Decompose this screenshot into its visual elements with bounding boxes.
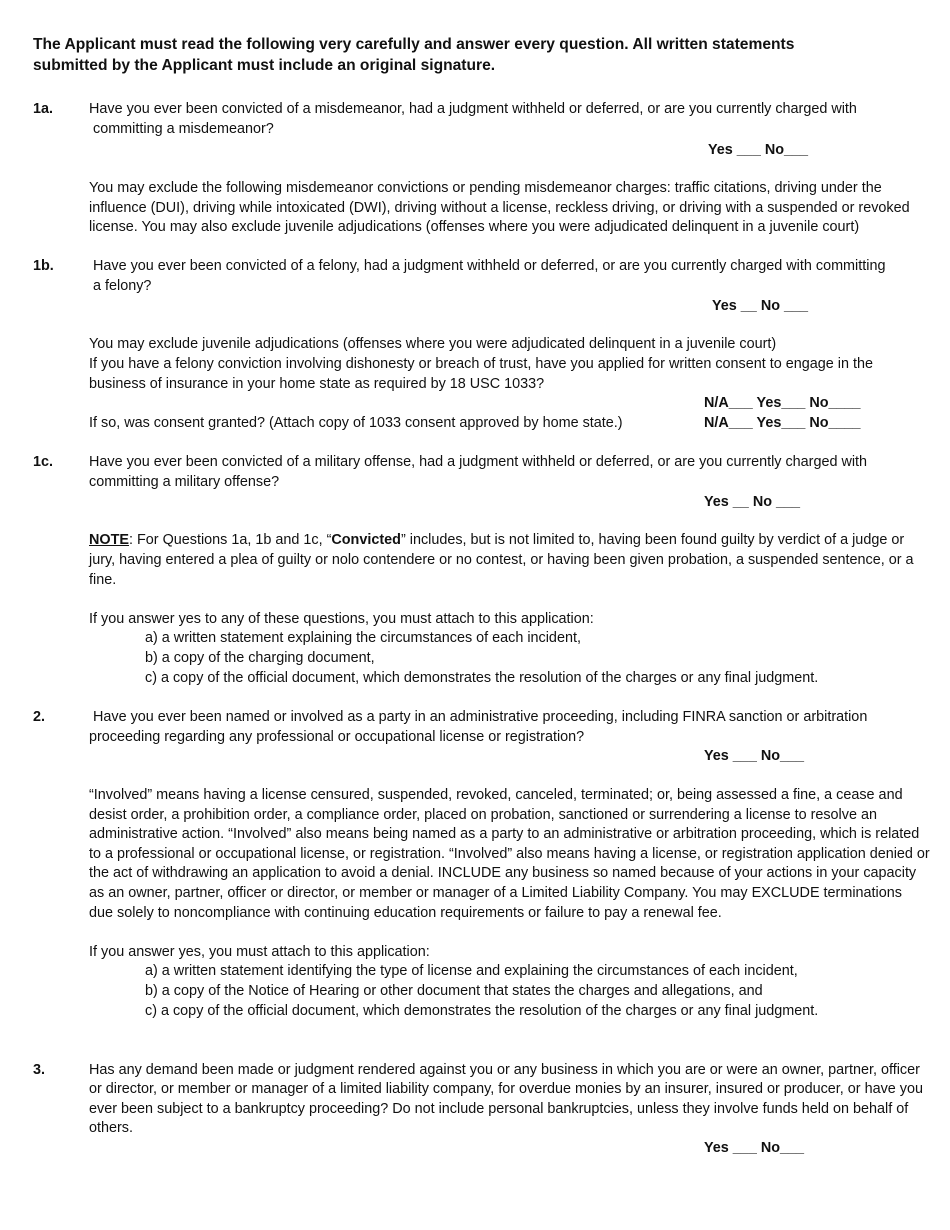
question-3-line-4: others. bbox=[89, 1120, 133, 1136]
question-3-answer[interactable]: Yes ___ No___ bbox=[704, 1140, 805, 1156]
question-1c-answer[interactable]: Yes __ No ___ bbox=[704, 494, 801, 510]
question-1a-number: 1a. bbox=[33, 101, 54, 117]
note-line-1-part-c: ” includes, but is not limited to, having been found guilty by verdict of a judge or bbox=[400, 532, 905, 548]
question-1b-number: 1b. bbox=[33, 258, 54, 274]
question-1a-line-1: Have you ever been convicted of a misdemeanor, had a judgment withheld or deferred, or are you currently charged with bbox=[89, 101, 857, 117]
question-1b-answer[interactable]: Yes __ No ___ bbox=[712, 298, 809, 314]
question-2-para-3: administrative action. “Involved” also means being named as a party to an administrative or arbitration proceeding, which is related bbox=[89, 826, 920, 842]
question-1a-line-2: committing a misdemeanor? bbox=[93, 121, 274, 137]
question-2-para-1: “Involved” means having a license censured, suspended, revoked, canceled, terminated; or, being assessed a fine, a cease and bbox=[89, 787, 903, 803]
question-2-number: 2. bbox=[33, 709, 46, 725]
note-convicted-term: Convicted bbox=[331, 532, 401, 548]
question-1b-note-2: If you have a felony conviction involving dishonesty or breach of trust, have you applied for written consent to engage in the bbox=[89, 356, 873, 372]
question-1a-note-1: You may exclude the following misdemeanor convictions or pending misdemeanor charges: traffic citations, driving under the bbox=[89, 180, 882, 196]
question-1b-line-1: Have you ever been convicted of a felony, had a judgment withheld or deferred, or are you currently charged with committing bbox=[93, 258, 886, 274]
question-2-para-5: the act of withdrawing an application to avoid a denial. INCLUDE any business so named because of your actions in your capacity bbox=[89, 865, 917, 881]
question-2-para-6: as an owner, partner, officer or director, or member or manager of a Limited Liability Company. You may EXCLUDE terminations bbox=[89, 885, 902, 901]
note-line-2: jury, having entered a plea of guilty or nolo contendere or no contest, or having been given probation, a suspended sentence, or a bbox=[89, 552, 914, 568]
question-1b-note-1: You may exclude juvenile adjudications (offenses where you were adjudicated delinquent in a juvenile court) bbox=[89, 336, 777, 352]
attachment-intro-2: If you answer yes, you must attach to this application: bbox=[89, 944, 430, 960]
attachment-2-item-c: c) a copy of the official document, which demonstrates the resolution of the charges or any final judgment. bbox=[145, 1003, 819, 1019]
page-title bbox=[33, 34, 913, 76]
attachment-1-item-c: c) a copy of the official document, which demonstrates the resolution of the charges or any final judgment. bbox=[145, 670, 819, 686]
question-1b-line-2: a felony? bbox=[93, 278, 152, 294]
question-1b-consent-granted: If so, was consent granted? (Attach copy of 1033 consent approved by home state.) bbox=[89, 415, 623, 431]
question-2-answer[interactable]: Yes ___ No___ bbox=[704, 748, 805, 764]
question-1c-line-2: committing a military offense? bbox=[89, 474, 280, 490]
question-1b-consent-granted-answer[interactable]: N/A___ Yes___ No____ bbox=[704, 415, 861, 431]
attachment-1-item-a: a) a written statement explaining the circumstances of each incident, bbox=[145, 630, 581, 646]
question-2-para-7: due solely to noncompliance with continuing education requirements or failure to pay a renewal fee. bbox=[89, 905, 722, 921]
question-1a-note-2: influence (DUI), driving while intoxicated (DWI), driving without a license, reckless driving, or driving with a suspended or revoked bbox=[89, 200, 910, 216]
question-1c-number: 1c. bbox=[33, 454, 54, 470]
question-3-number: 3. bbox=[33, 1062, 46, 1078]
title-line-1: The Applicant must read the following very carefully and answer every question. All written statements bbox=[33, 36, 795, 53]
attachment-intro-1: If you answer yes to any of these questions, you must attach to this application: bbox=[89, 611, 594, 627]
note-label: NOTE bbox=[89, 532, 129, 548]
question-1b-note-3: business of insurance in your home state as required by 18 USC 1033? bbox=[89, 376, 545, 392]
question-1b-consent-applied-answer[interactable]: N/A___ Yes___ No____ bbox=[704, 395, 861, 411]
question-2-para-4: to a professional or occupational license, or registration. “Involved” also means having a license, or registration application denied or bbox=[89, 846, 930, 862]
question-3-line-1: Has any demand been made or judgment rendered against you or any business in which you are or were an owner, partner, officer bbox=[89, 1062, 920, 1078]
attachment-2-item-b: b) a copy of the Notice of Hearing or other document that states the charges and allegations, and bbox=[145, 983, 763, 999]
note-line-1-part-a: : For Questions 1a, 1b and 1c, “ bbox=[128, 532, 332, 548]
attachment-1-item-b: b) a copy of the charging document, bbox=[145, 650, 375, 666]
question-1a-note-3: license. You may also exclude juvenile adjudications (offenses where you were adjudicated delinquent in a juvenile court) bbox=[89, 219, 860, 235]
note-line-3: fine. bbox=[89, 572, 117, 588]
question-2-line-1: Have you ever been named or involved as a party in an administrative proceeding, including FINRA sanction or arbitration bbox=[93, 709, 868, 725]
title-line-2: submitted by the Applicant must include an original signature. bbox=[33, 57, 496, 74]
question-1c-line-1: Have you ever been convicted of a military offense, had a judgment withheld or deferred, or are you currently charged with bbox=[89, 454, 868, 470]
question-2-para-2: desist order, a prohibition order, a compliance order, placed on probation, sanctioned or surrendering a license to resolve an bbox=[89, 807, 877, 823]
question-3-line-2: or director, or member or manager of a limited liability company, for overdue monies by an insurer, insured or producer, or have you bbox=[89, 1081, 923, 1097]
question-3-line-3: ever been subject to a bankruptcy proceeding? Do not include personal bankruptcies, unless they involve funds held on behalf of bbox=[89, 1101, 909, 1117]
question-1a-answer[interactable]: Yes ___ No___ bbox=[708, 142, 809, 158]
question-2-line-2: proceeding regarding any professional or occupational license or registration? bbox=[89, 729, 585, 745]
attachment-2-item-a: a) a written statement identifying the type of license and explaining the circumstances of each incident, bbox=[145, 963, 798, 979]
note-line-1 bbox=[89, 531, 904, 551]
